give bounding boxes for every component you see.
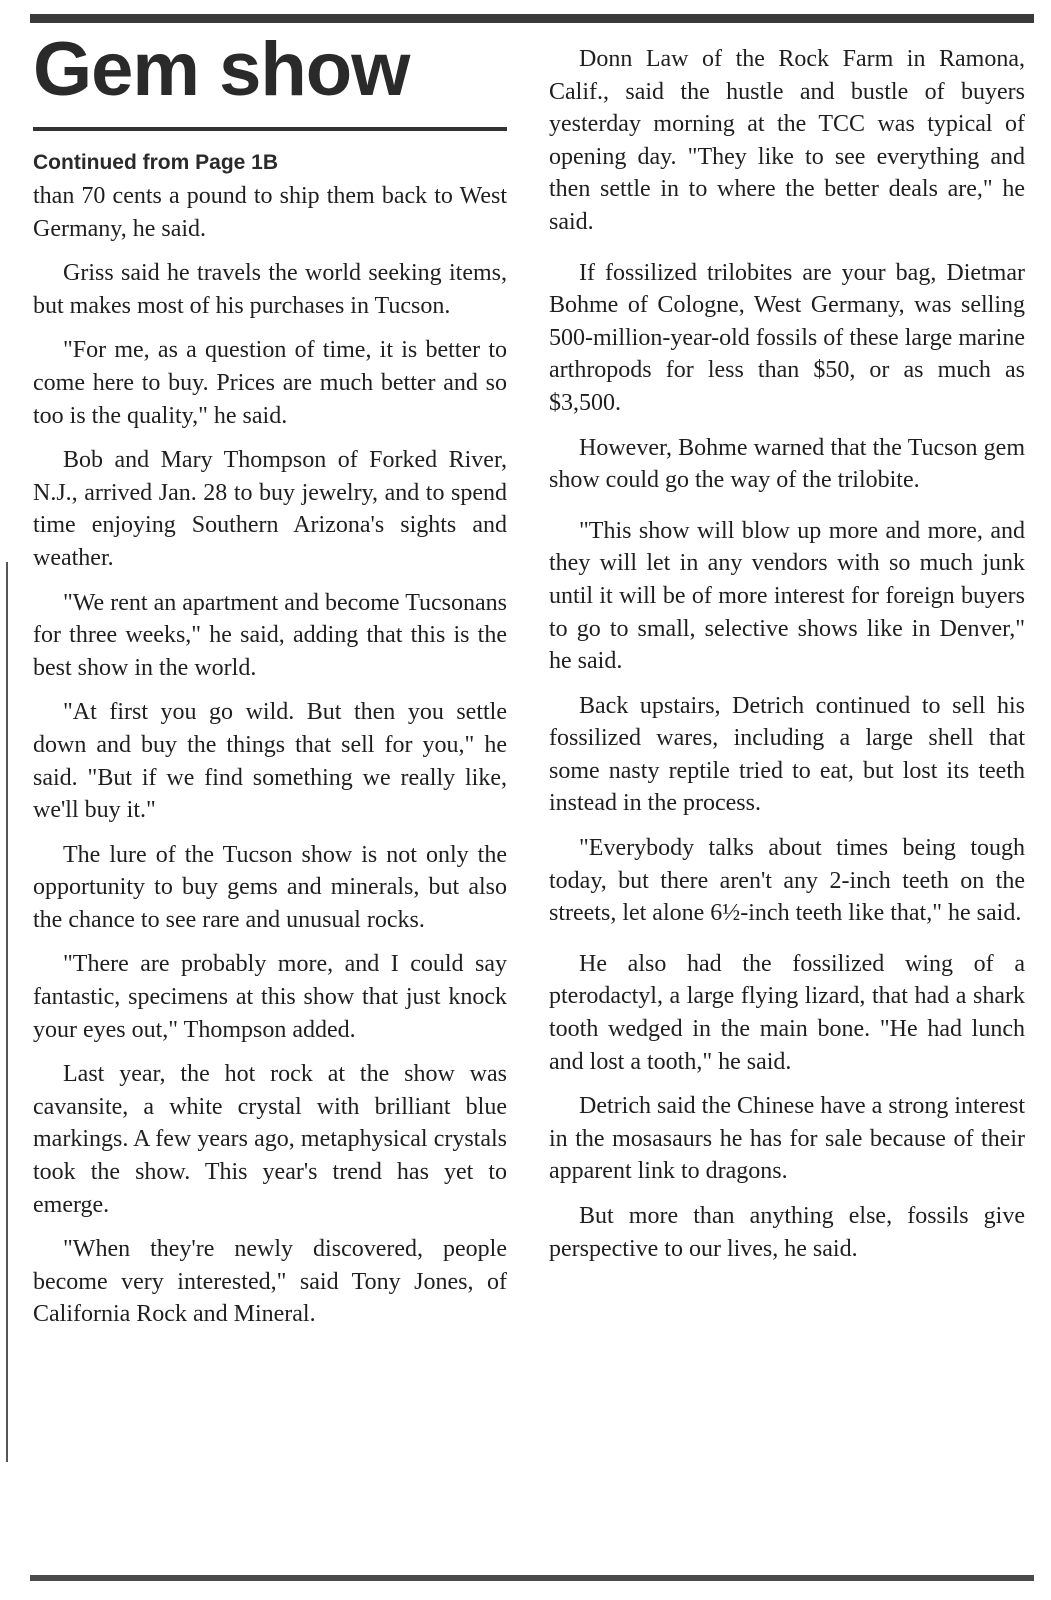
paragraph: Donn Law of the Rock Farm in Ramona, Calif., said the hustle and bustle of buyers yesterday morning at the TCC was typical of opening day. "They like to see everything and then settle in to where the better deals are," he said. xyxy=(549,46,1025,235)
paragraph: If fossilized trilobites are your bag, Dietmar Bohme of Cologne, West Germany, was selling 500-million-year-old fossils of these large marine arthropods for less than $50, or as much as $3,500. xyxy=(549,259,1025,416)
paragraph: "Everybody talks about times being tough today, but there aren't any 2-inch teeth on the streets, let alone 6½-inch teeth like that," he said. xyxy=(549,835,1025,927)
paragraph: However, Bohme warned that the Tucson gem show could go the way of the trilobite. xyxy=(549,434,1025,494)
paragraph: "When they're newly discovered, people become very interested," said Tony Jones, of California Rock and Mineral. xyxy=(33,1236,507,1328)
paragraph: "For me, as a question of time, it is better to come here to buy. Prices are much better and so too is the quality," he said. xyxy=(33,337,507,429)
paragraph: "At first you go wild. But then you settle down and buy the things that sell for you," he said. "But if we find something we really like, we'll buy it." xyxy=(33,699,507,824)
paragraph: Bob and Mary Thompson of Forked River, N.J., arrived Jan. 28 to buy jewelry, and to spend time enjoying Southern Arizona's sights and weather. xyxy=(33,447,507,571)
paragraph: Griss said he travels the world seeking items, but makes most of his purchases in Tucson. xyxy=(33,260,507,319)
margin-mark xyxy=(6,562,8,1462)
right-column xyxy=(549,43,1025,1265)
left-column xyxy=(33,180,507,1331)
paragraph: Back upstairs, Detrich continued to sell his fossilized wares, including a large shell that some nasty reptile tried to eat, but lost its teeth instead in the process. xyxy=(549,692,1025,817)
bottom-rule xyxy=(30,1575,1034,1581)
paragraph: Last year, the hot rock at the show was cavansite, a white crystal with brilliant blue markings. A few years ago, metaphysical crystals took the show. This year's trend has yet to emerge. xyxy=(33,1061,507,1218)
paragraph: Detrich said the Chinese have a strong interest in the mosasaurs he has for sale because of their apparent link to dragons. xyxy=(549,1093,1025,1185)
paragraph: "We rent an apartment and become Tucsonans for three weeks," he said, adding that this is the best show in the world. xyxy=(33,589,507,681)
paragraph: than 70 cents a pound to ship them back to West Germany, he said. xyxy=(33,183,507,242)
paragraph: "There are probably more, and I could say fantastic, specimens at this show that just knock your eyes out," Thompson added. xyxy=(33,951,507,1043)
paragraph: But more than anything else, fossils give perspective to our lives, he said. xyxy=(549,1203,1025,1262)
continued-line: Continued from Page 1B xyxy=(33,151,279,174)
paragraph: "This show will blow up more and more, and they will let in any vendors with so much junk until it will be of more interest for foreign buyers to go to small, selective shows like in Denver," he said. xyxy=(549,517,1025,675)
paragraph: He also had the fossilized wing of a pterodactyl, a large flying lizard, that had a shark tooth wedged in the main bone. "He had lunch and lost a tooth," he said. xyxy=(549,950,1025,1075)
headline-rule xyxy=(33,127,507,131)
headline: Gem show xyxy=(33,27,410,112)
paragraph: The lure of the Tucson show is not only the opportunity to buy gems and minerals, but also the chance to see rare and unusual rocks. xyxy=(33,841,507,933)
